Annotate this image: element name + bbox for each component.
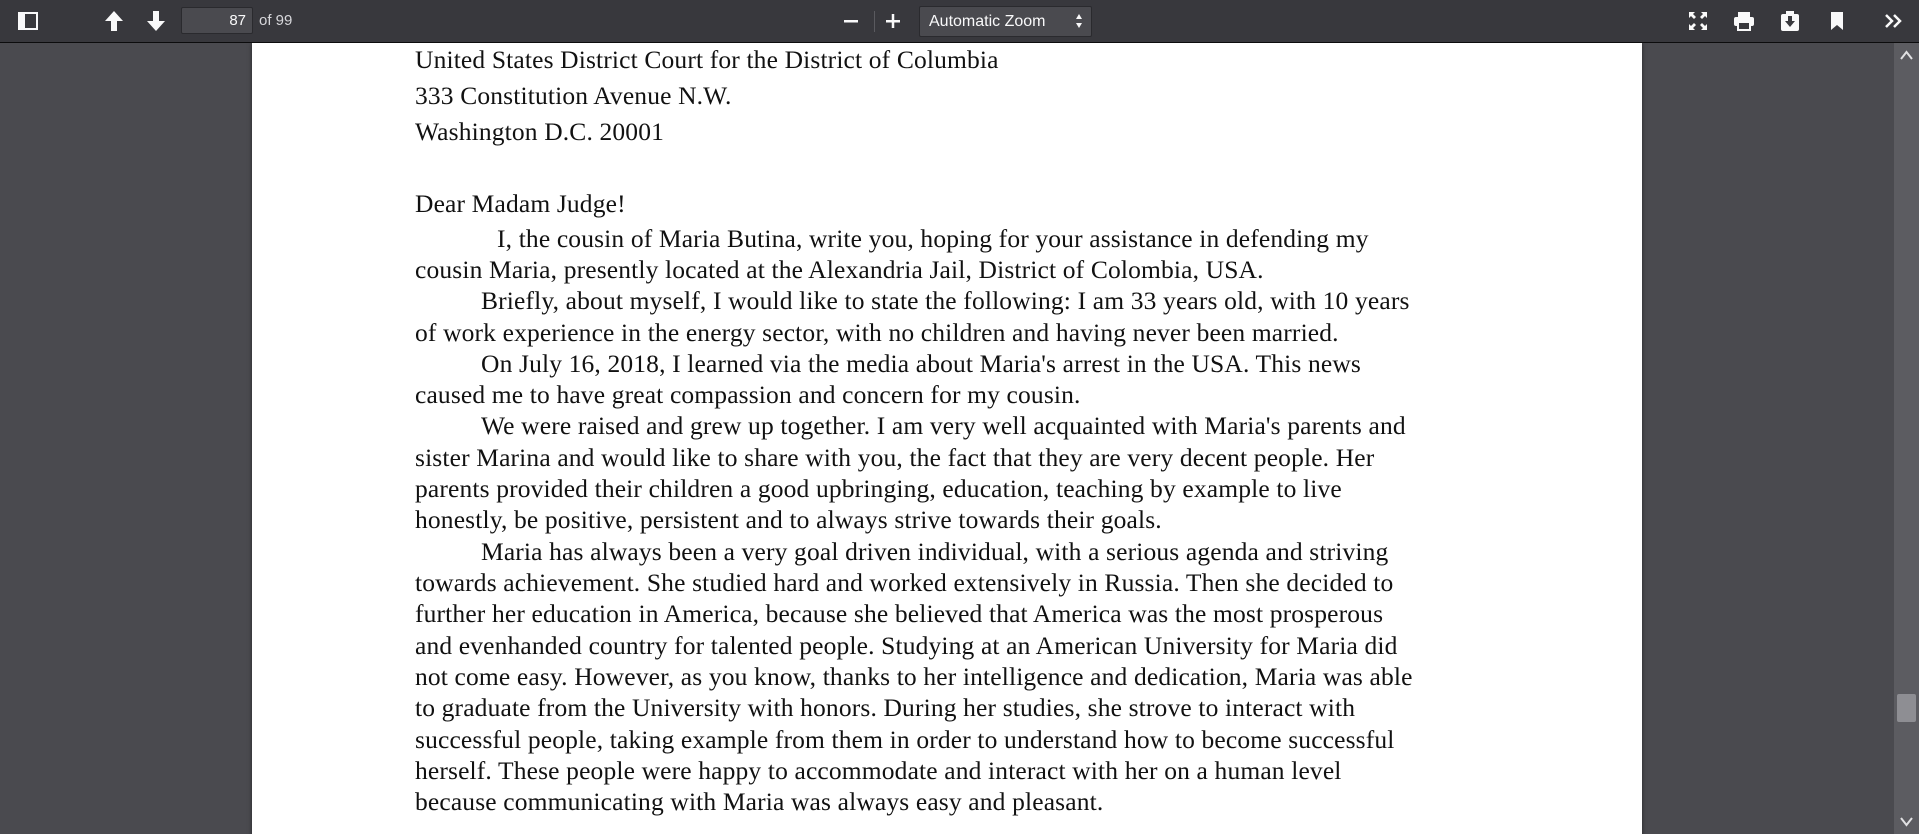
text-line: parents provided their children a good upbringing, education, teaching by example to live [415, 474, 1342, 503]
text-line: On July 16, 2018, I learned via the media about Maria's arrest in the USA. This news [481, 349, 1361, 378]
double-chevron-right-icon [1884, 13, 1904, 29]
presentation-mode-button[interactable] [1682, 6, 1714, 36]
print-icon [1733, 11, 1755, 31]
toolbar [0, 0, 1919, 43]
text-line: Dear Madam Judge! [415, 189, 626, 218]
text-line: further her education in America, because she believed that America was the most prosperous [415, 599, 1384, 628]
sidebar-toggle-button[interactable] [12, 6, 44, 36]
download-button[interactable] [1774, 6, 1806, 36]
zoom-select[interactable] [919, 6, 1092, 37]
text-line: of work experience in the energy sector, with no children and having never been married. [415, 318, 1339, 347]
text-line: We were raised and grew up together. I am very well acquainted with Maria's parents and [481, 411, 1406, 440]
arrow-up-icon [104, 10, 124, 32]
minus-icon [843, 13, 859, 29]
print-button[interactable] [1728, 6, 1760, 36]
text-line: Briefly, about myself, I would like to state the following: I am 33 years old, with 10 years [481, 286, 1410, 315]
pdf-page [252, 43, 1642, 834]
scrollbar-thumb[interactable] [1897, 694, 1916, 722]
text-line: towards achievement. She studied hard and worked extensively in Russia. Then she decided to [415, 568, 1394, 597]
previous-page-button[interactable] [98, 6, 130, 36]
text-line: United States District Court for the District of Columbia [415, 45, 999, 74]
text-line: successful people, taking example from them in order to understand how to become successful [415, 725, 1395, 754]
arrow-down-icon [146, 10, 166, 32]
zoom-out-button[interactable] [835, 6, 867, 36]
text-line: Washington D.C. 20001 [415, 117, 665, 146]
text-line: Maria has always been a very goal driven individual, with a serious agenda and striving [481, 537, 1389, 566]
text-line: not come easy. However, as you know, thanks to her intelligence and dedication, Maria was able [415, 662, 1413, 691]
fullscreen-icon [1688, 11, 1708, 31]
plus-icon [885, 13, 901, 29]
text-line: I, the cousin of Maria Butina, write you, hoping for your assistance in defending my [497, 224, 1369, 253]
document-viewer[interactable] [0, 43, 1919, 834]
text-line: because communicating with Maria was always easy and pleasant. [415, 787, 1104, 816]
text-line: honestly, be positive, persistent and to always strive towards their goals. [415, 505, 1162, 534]
text-line: herself. These people were happy to accommodate and interact with her on a human level [415, 756, 1342, 785]
page-number-input[interactable]: 87 [181, 7, 253, 34]
page-count: of 99 [259, 12, 293, 29]
select-arrows-icon [1075, 13, 1083, 29]
text-line: cousin Maria, presently located at the Alexandria Jail, District of Colombia, USA. [415, 255, 1264, 284]
zoom-in-button[interactable] [877, 6, 909, 36]
sidebar-toggle-icon [18, 12, 38, 30]
vertical-scrollbar[interactable] [1894, 43, 1919, 834]
tools-button[interactable] [1878, 6, 1910, 36]
bookmark-button[interactable] [1821, 6, 1853, 36]
toolbar-separator [874, 11, 875, 32]
bookmark-icon [1830, 11, 1844, 31]
text-line: caused me to have great compassion and concern for my cousin. [415, 380, 1081, 409]
text-line: and evenhanded country for talented people. Studying at an American University for Maria did [415, 631, 1398, 660]
zoom-select-value: Automatic Zoom [929, 13, 1046, 30]
download-icon [1780, 10, 1800, 32]
text-line: to graduate from the University with honors. During her studies, she strove to interact with [415, 693, 1356, 722]
scroll-down-icon[interactable] [1899, 816, 1914, 828]
text-line: sister Marina and would like to share with you, the fact that they are very decent people. Her [415, 443, 1375, 472]
text-line: 333 Constitution Avenue N.W. [415, 81, 732, 110]
next-page-button[interactable] [140, 6, 172, 36]
scroll-up-icon[interactable] [1899, 49, 1914, 61]
